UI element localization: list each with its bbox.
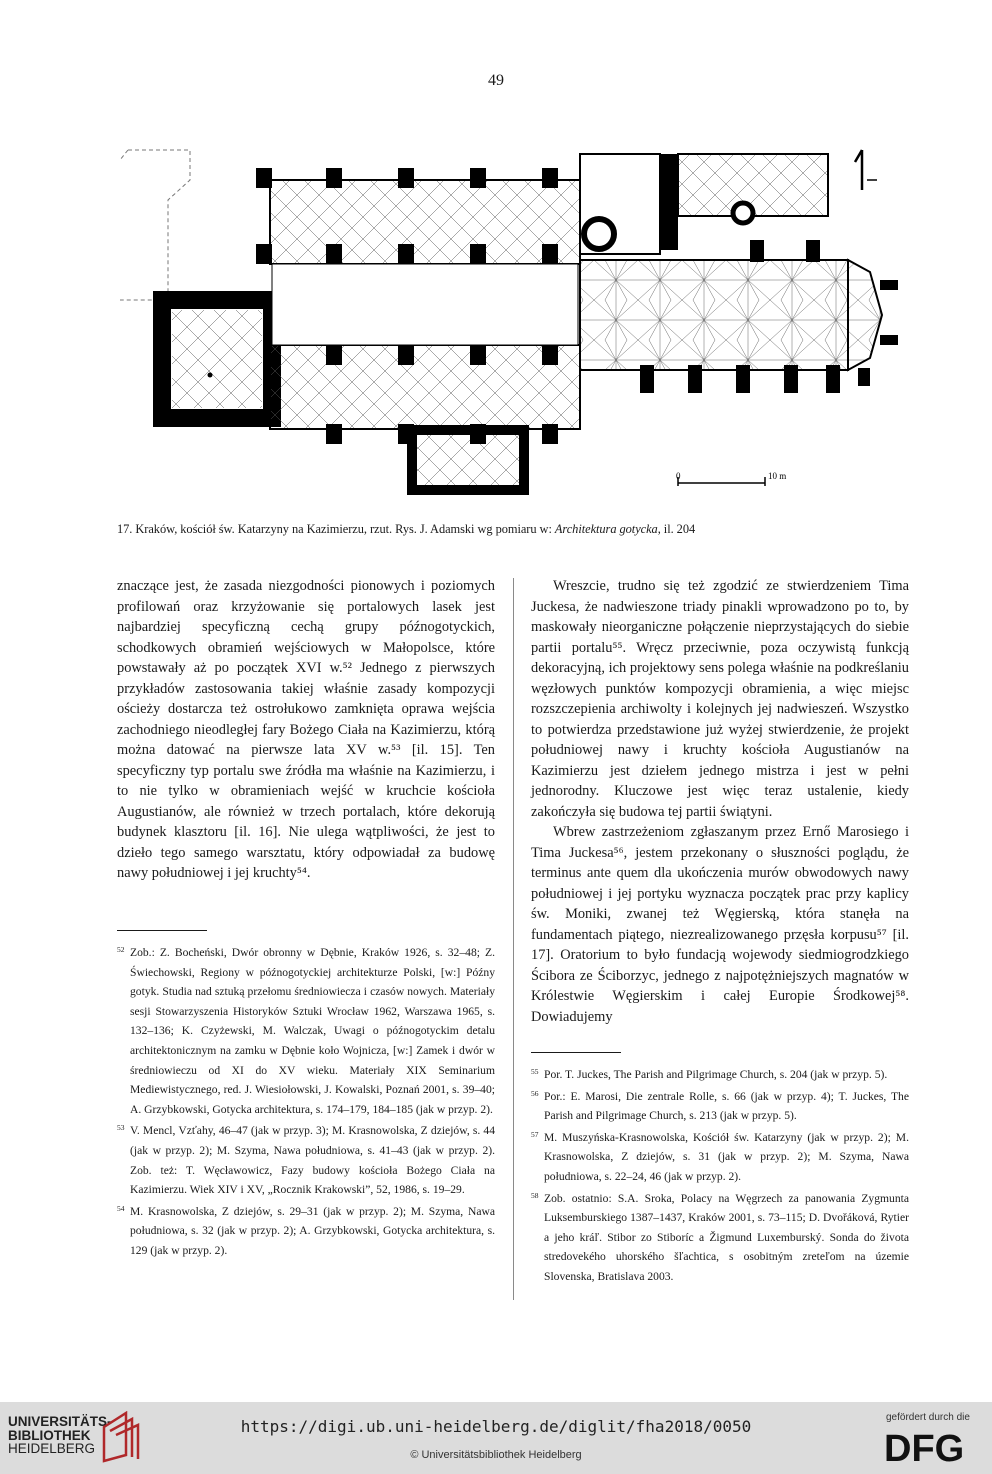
footnote-rule [117,930,207,931]
caption-text: 17. Kraków, kościół św. Katarzyny na Kazimierzu, rzut. Rys. J. Adamski wg pomiaru w: [117,522,555,536]
footnote [531,1087,909,1126]
footnote [531,1128,909,1187]
page-number: 49 [488,72,504,89]
footnote-rule [531,1052,621,1053]
footnote-number: 54 [117,1203,125,1213]
text-column-left [117,576,495,884]
church-floor-plan [110,140,900,500]
dfg-logo[interactable] [884,1428,978,1464]
paragraph: znaczące jest, że zasada niezgodności pionowych i poziomych profilowań oraz krzyżowanie się portalowych lasek jest najbardziej specyficzną cechą grupy późnogotyckich, schodkowych obramień wejściowych w Małopolsce, które powstawały aż po początek XVI w.⁵² Jednego z pierwszych przykładów zastosowania takiej właśnie zasady kompozycji ościeży dostarcza też ostrołukowo zamknięta oprawa wejścia zachodniego nieodległej fary Bożego Ciała na Kazimierzu, którą można datować na pierwsze lata XV w.⁵³ [il. 15]. Ten specyficzny typ portalu swe źródła ma właśnie na Kazimierzu, i to nie tylko w obramieniach wejść w kruchcie kościoła Augustianów, ale również w trzech portalach, które dekorują budynek klasztoru [il. 16]. Nie ulega wątpliwości, że jest to dzieło tego samego warsztatu, który odpowiadał za budowę nawy południowej i jej kruchty⁵⁴. [117,578,495,881]
dfg-logo-text: DFG [884,1428,965,1464]
footnote-text: Zob.: Z. Bocheński, Dwór obronny w Dębnie, Kraków 1926, s. 32–48; Z. Świechowski, Regiony w późnogotyckiej architekturze Polski, [w:] Późny gotyk. Studia nad sztuką przełomu średniowiecza i czasów nowych. Materiały sesji Stowarzyszenia Historyków Sztuki Wrocław 1962, Warszawa 1965, s. 132–136; K. Czyżewski, M. Walczak, Uwagi o późnogotyckim detalu architektonicznym na zamku w Dębnie koło Wojnicza, [w:] Zamek i dwór w średniowieczu od XI do XV wieku. Materiały XIX Seminarium Mediewistycznego, red. J. Wiesiołowski, J. Kowalski, Poznań 2001, s. 39–40; A. Grzybkowski, Gotycka architektura, s. 174–179, 184–185 (jak w przyp. 2). [130,946,495,1116]
library-name-line: BIBLIOTHEK [8,1427,91,1443]
footnote [117,1121,495,1199]
paragraph: Wreszcie, trudno się też zgodzić ze stwierdzeniem Tima Juckesa, że nadwieszone triady pinakli wprowadzono po to, by maskowały nieorganiczne połączenie nieprzystających do siebie partii portalu⁵⁵. Wręcz przeciwnie, poza oczywistą funkcją dekoracyjną, ich projektowy sens polega właśnie na podkreślaniu węzłowych punktów kompozycji obramienia, a więc miejsc rozszczepienia archiwolty i kolejnych jej nadwieszeń. Wszystko to potwierdza przedstawione już wyżej stwierdzenie, że projekt południowej nawy i kruchty kościoła Augustianów na Kazimierzu jest dziełem jednego mistrza i jest w pełni jednorodny. Kluczowe jest więc teraz ustalenie, kiedy zakończyła się budowa tej partii świątyni. [531,578,909,820]
footnote-text: M. Krasnowolska, Z dziejów, s. 29–31 (jak w przyp. 2); M. Szyma, Nawa południowa, s. 32 (jak w przyp. 2); A. Grzybkowski, Gotycka architektura, s. 129 (jak w przyp. 2). [130,1204,495,1257]
footnote-text: V. Mencl, Vzťahy, 46–47 (jak w przyp. 3); M. Krasnowolska, Z dziejów, s. 44 (jak w przyp. 2); M. Szyma, Nawa południowa, s. 41–43 (jak w przyp. 2). Zob. też: T. Węcławowicz, Fazy budowy kościoła Bożego Ciała na Kazimierzu. Wiek XIV i XV, „Rocznik Krakowski”, 52, 1986, s. 19–29. [130,1124,495,1197]
footnote-number: 52 [117,945,125,954]
caption-italic: Architektura gotycka [554,522,658,536]
footnote [531,1065,909,1085]
dfg-label: gefördert durch die [886,1412,970,1423]
library-name-line: UNIVERSITÄTS- [8,1414,112,1429]
footnotes-right [531,1052,909,1289]
footnote-text: Zob. ostatnio: S.A. Sroka, Polacy na Węgrzech za panowania Zygmunta Luksemburskiego 1387–1437, Kraków 2001, s. 73–115; D. Dvořáková, Rytier a jeho kráľ. Stibor zo Stiboríc a Žigmund Luxemburský. Sonda do života stredovekého uhorského šľachtica, s osobitným zreteľom na územie Slovenska, Bratislava 2003. [544,1191,909,1283]
scale-bar-start: 0 [676,471,681,481]
paragraph: Wbrew zastrzeżeniom zgłaszanym przez Ernő Marosiego i Tima Juckesa⁵⁶, jestem przekonany o słuszności poglądu, że terminus ante quem dla ukończenia murów obwodowych nawy południowej i jej portyku wyznacza początek prac przy kaplicy św. Moniki, zwanej też Węgierską, która stanęła na fundamentach piątego, niezrealizowanego przęsła korpusu⁵⁷ [il. 17]. Oratorium to było fundacją wojewody siedmiogrodzkiego Ścibora ze Ściborzyc, jednego z najpotężniejszych magnatów w Królestwie Węgierskim i całej Europie Środkowej⁵⁸. Dowiadujemy [531,824,909,1025]
column-divider [513,578,514,1300]
footnotes-left [117,930,495,1263]
caption-tail: , il. 204 [657,522,696,536]
footnote [117,943,495,1119]
footnote-text: Por.: E. Marosi, Die zentrale Rolle, s. 66 (jak w przyp. 4); T. Juckes, The Parish and Pilgrimage Church, s. 213 (jak w przyp. 5). [544,1089,909,1123]
footnote-number: 56 [531,1088,539,1098]
footer-copyright: © Universitätsbibliothek Heidelberg [410,1449,582,1461]
footnote-number: 57 [531,1129,539,1139]
footnote-number: 53 [117,1123,125,1133]
footnote-number: 58 [531,1190,539,1200]
text-column-right [531,576,909,1027]
footer-url-link[interactable]: https://digi.ub.uni-heidelberg.de/diglit/fha2018/0050 [240,1417,752,1436]
footnote [117,1202,495,1261]
footnote-text: M. Muszyńska-Krasnowolska, Kościół św. Katarzyny (jak w przyp. 2); M. Krasnowolska, Z dziejów, s. 31 (jak w przyp. 2); M. Szyma, Nawa południowa, s. 22–24, 46 (jak w przyp. 2). [544,1130,909,1183]
footer-bar [0,1402,992,1474]
footnote-text: Por. T. Juckes, The Parish and Pilgrimage Church, s. 204 (jak w przyp. 5). [544,1068,888,1081]
footnote-number: 55 [531,1067,539,1076]
scale-bar-end: 10 m [768,471,787,481]
figure-caption [117,522,897,537]
footnote [531,1189,909,1287]
library-name-line: HEIDELBERG [8,1441,96,1456]
